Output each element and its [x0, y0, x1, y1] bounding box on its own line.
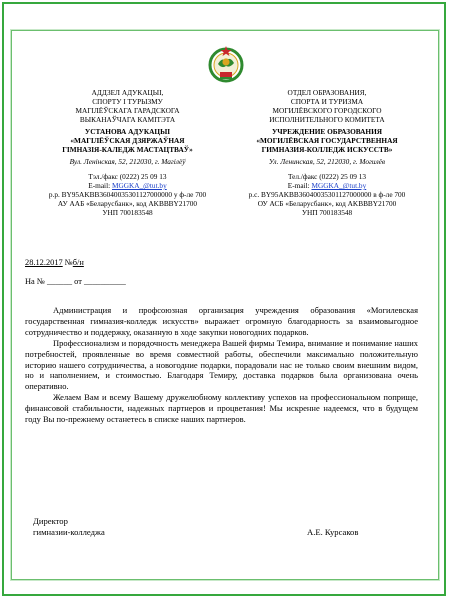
email-link[interactable]: MGGKA_@tut.by: [311, 181, 367, 190]
email-label: E-mail:: [88, 181, 112, 190]
email-line: [232, 181, 422, 190]
authority-line: СПОРТУ І ТУРЫЗМУ: [92, 97, 163, 106]
bank-account: р.с. BY95AKBB36040035301127000000 в ф-ле 700: [248, 190, 406, 199]
authority-line: ОТДЕЛ ОБРАЗОВАНИЯ,: [287, 88, 367, 97]
letter-date-number: [25, 257, 84, 268]
authority-line: МАГІЛЁЎСКАГА ГАРАДСКОГА: [75, 106, 180, 115]
body-paragraph: Администрация и профсоюзная организация учреждения образования «Могилевская государственная гимназия-колледж искусств» выражает огромную благодарность за взаимовыгодное сотрудничество и поддержку, оказанную в ходе закупки новогодних подарков.: [25, 305, 418, 337]
letter-number: б/н: [72, 258, 84, 267]
institution-name-line: «МАГІЛЁЎСКАЯ ДЗЯРЖАЎНАЯ: [70, 136, 185, 145]
signatory-title-line2: гимназии-колледжа: [33, 527, 105, 537]
authority-line: АДДЗЕЛ АДУКАЦЫІ,: [91, 88, 164, 97]
letter-date: 28.12.2017: [25, 258, 63, 267]
unp: УНП 700183548: [301, 208, 353, 217]
institution-name-line: ГІМНАЗІЯ-КАЛЕДЖ МАСТАЦТВАЎ»: [62, 145, 193, 154]
institution-name-line: ГИМНАЗИЯ-КОЛЛЕДЖ ИСКУССТВ»: [261, 145, 393, 154]
bank-account: р.р. BY95AKBB36040035301127000000 у ф-ле 700: [48, 190, 207, 199]
bank-name: ОУ АСБ «Беларусбанк», код AKBBBY21700: [257, 199, 397, 208]
state-emblem-icon: [207, 44, 245, 84]
email-link[interactable]: MGGKA_@tut.by: [111, 181, 167, 190]
signatory-title-line1: Директор: [33, 516, 68, 526]
authority-line: СПОРТА И ТУРИЗМА: [290, 97, 364, 106]
bank-name: АУ ААБ «Беларусбанк», код AKBBBY21700: [57, 199, 198, 208]
letterhead-russian: [232, 88, 422, 217]
body-paragraph: Профессионализм и порядочность менеджера Вашей фирмы Темира, внимание и понимание наших потребностей, проявленные во время совместной работы, обеспечили максимально положительную историю нашего сотрудничества, а новогодние подарки, порадовали нас не только своим внешним видом, но и наполнением, и стоимостью. Благодаря Темиру, доставка подарков была организована очень оперативно.: [25, 337, 418, 392]
email-label: E-mail:: [287, 181, 312, 190]
authority-line: ИСПОЛНИТЕЛЬНОГО КОМИТЕТА: [269, 115, 385, 124]
authority-line: МОГИЛЁВСКОГО ГОРОДСКОГО: [272, 106, 382, 115]
address: Вул. Ленінская, 52, 212030, г. Магілёў: [69, 157, 186, 166]
email-line: [35, 181, 220, 190]
phone: Тэл./факс (0222) 25 09 13: [88, 172, 167, 181]
signatory-title: [33, 516, 105, 538]
letterhead-belarusian: [35, 88, 220, 217]
signatory-name: А.Е. Курсаков: [307, 527, 359, 537]
unp: УНП 700183548: [102, 208, 153, 217]
phone: Тел./факс (0222) 25 09 13: [287, 172, 367, 181]
institution-name-line: УЧРЕЖДЕНИЕ ОБРАЗОВАНИЯ: [271, 127, 383, 136]
letter-number-prefix: №: [64, 258, 73, 267]
body-paragraph: Желаем Вам и всему Вашему дружелюбному коллективу успехов на профессиональном поприще, финансовой стабильности, надежных партнеров и процветания! Мы искренне надеемся, что в будущем году Вы по-прежнему останетесь в списке наших партнеров.: [25, 392, 418, 425]
institution-name-line: «МОГИЛЁВСКАЯ ГОСУДАРСТВЕННАЯ: [256, 136, 398, 145]
authority-line: ВЫКАНАЎЧАГА КАМІТЭТА: [79, 115, 176, 124]
institution-name-line: УСТАНОВА АДУКАЦЫІ: [84, 127, 171, 136]
reply-to-line: На № ______ от __________: [25, 277, 126, 286]
letter-body: [25, 305, 418, 425]
address: Ул. Ленинская, 52, 212030, г. Могилёв: [268, 157, 386, 166]
